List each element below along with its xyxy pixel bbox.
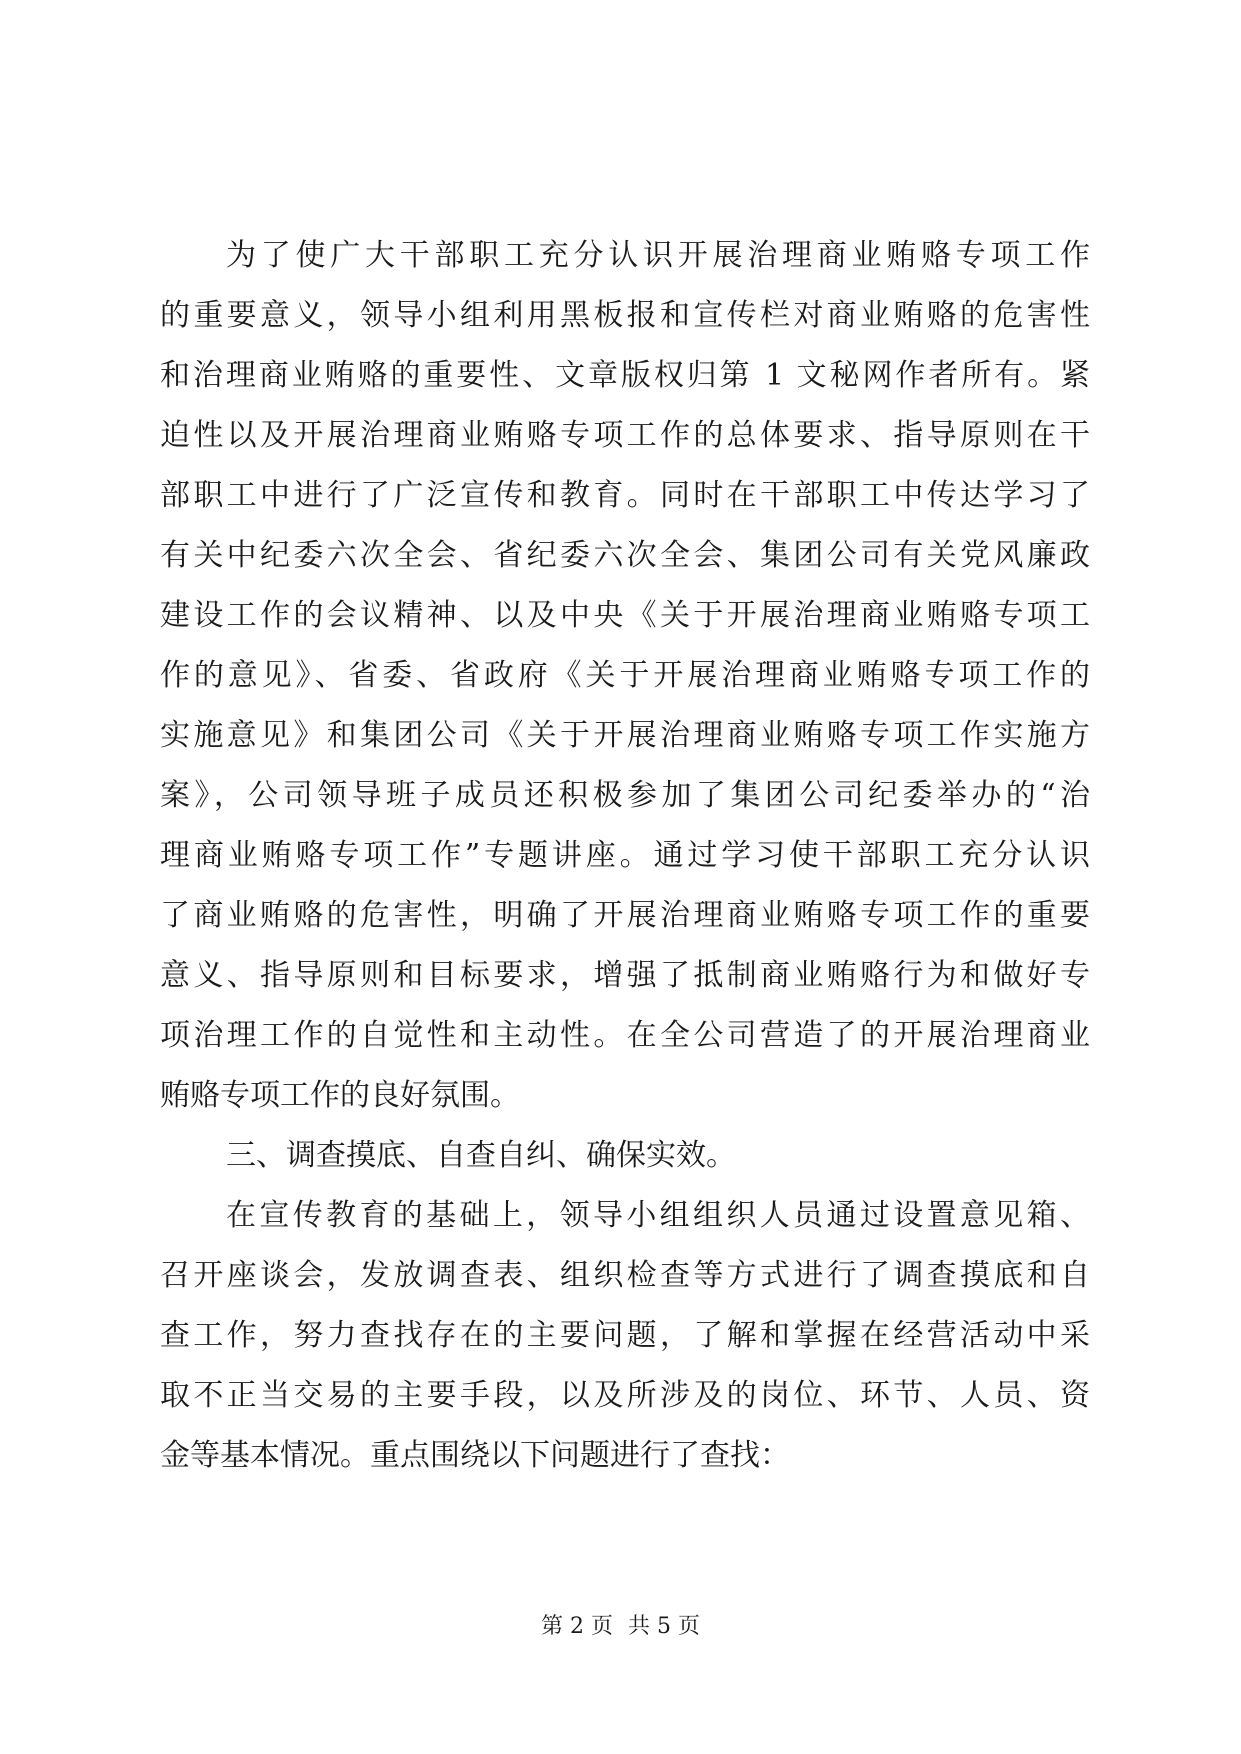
paragraph-1-line-4: 迫性以及开展治理商业贿赂专项工作的总体要求、指导原则在干 bbox=[160, 418, 1090, 453]
paragraph-1-line-2: 的重要意义，领导小组利用黑板报和宣传栏对商业贿赂的危害性 bbox=[160, 298, 1090, 333]
page-number-label: 第 2 页 bbox=[541, 1614, 613, 1639]
paragraph-1-line-6: 有关中纪委六次全会、省纪委六次全会、集团公司有关党风廉政 bbox=[160, 538, 1090, 573]
paragraph-3-line-2: 召开座谈会，发放调查表、组织检查等方式进行了调查摸底和自 bbox=[160, 1258, 1090, 1293]
paragraph-1-line-10: 案》，公司领导班子成员还积极参加了集团公司纪委举办的“治 bbox=[160, 778, 1090, 813]
paragraph-1-line-1: 为了使广大干部职工充分认识开展治理商业贿赂专项工作 bbox=[226, 238, 1090, 273]
paragraph-3-line-1: 在宣传教育的基础上，领导小组组织人员通过设置意见箱、 bbox=[226, 1198, 1090, 1233]
section-heading: 三、调查摸底、自查自纠、确保实效。 bbox=[226, 1138, 736, 1173]
paragraph-1-line-15: 贿赂专项工作的良好氛围。 bbox=[160, 1078, 520, 1113]
paragraph-3-line-3: 查工作，努力查找存在的主要问题，了解和掌握在经营活动中采 bbox=[160, 1318, 1090, 1353]
paragraph-1-line-3: 和治理商业贿赂的重要性、文章版权归第 1 文秘网作者所有。紧 bbox=[160, 358, 1090, 393]
paragraph-1-line-9: 实施意见》和集团公司《关于开展治理商业贿赂专项工作实施方 bbox=[160, 718, 1090, 753]
paragraph-3-line-4: 取不正当交易的主要手段，以及所涉及的岗位、环节、人员、资 bbox=[160, 1378, 1090, 1413]
paragraph-1-line-5: 部职工中进行了广泛宣传和教育。同时在干部职工中传达学习了 bbox=[160, 478, 1090, 513]
paragraph-1-line-8: 作的意见》、省委、省政府《关于开展治理商业贿赂专项工作的 bbox=[160, 658, 1090, 693]
paragraph-1-line-14: 项治理工作的自觉性和主动性。在全公司营造了的开展治理商业 bbox=[160, 1018, 1090, 1053]
page-total-label: 共 5 页 bbox=[628, 1614, 700, 1639]
paragraph-3-line-5: 金等基本情况。重点围绕以下问题进行了查找： bbox=[160, 1438, 790, 1473]
paragraph-1-line-11: 理商业贿赂专项工作”专题讲座。通过学习使干部职工充分认识 bbox=[160, 838, 1090, 873]
paragraph-1-line-7: 建设工作的会议精神、以及中央《关于开展治理商业贿赂专项工 bbox=[160, 598, 1090, 633]
paragraph-1-line-13: 意义、指导原则和目标要求，增强了抵制商业贿赂行为和做好专 bbox=[160, 958, 1090, 993]
document-body bbox=[160, 226, 1090, 1486]
page-footer bbox=[0, 1612, 1241, 1642]
paragraph-1-line-12: 了商业贿赂的危害性，明确了开展治理商业贿赂专项工作的重要 bbox=[160, 898, 1090, 933]
